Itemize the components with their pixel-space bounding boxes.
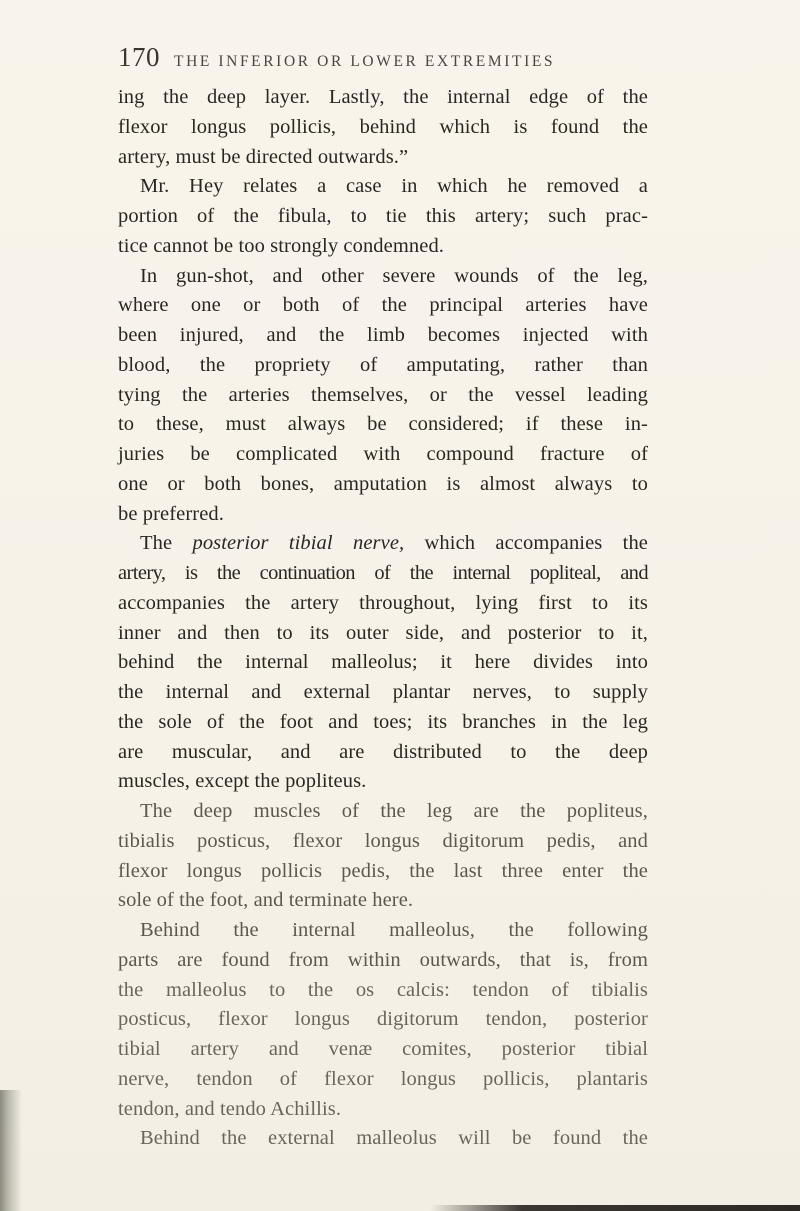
text-line: the internal and external plantar nerves, to supply xyxy=(118,681,648,703)
text-line: sole of the foot, and terminate here. xyxy=(118,889,414,912)
text-line: the malleolus to the os calcis: tendon of tibialis xyxy=(118,978,648,1001)
text-line: where one or both of the principal arteries have xyxy=(118,294,648,317)
text-line: ing the deep layer. Lastly, the internal edge of the xyxy=(118,86,648,108)
line-lead-text: The xyxy=(140,532,193,555)
text-line: tibialis posticus, flexor longus digitorum pedis, and xyxy=(118,829,648,852)
text-line: accompanies the artery throughout, lying first to its xyxy=(118,591,648,614)
text-line: juries be complicated with compound fracture of xyxy=(118,443,648,465)
page-number: 170 xyxy=(118,42,160,72)
text-line: flexor longus pollicis pedis, the last three enter the xyxy=(118,859,648,882)
paragraph-start-line xyxy=(118,529,648,559)
text-line: nerve, tendon of flexor longus pollicis, plantaris xyxy=(118,1067,648,1090)
text-line: behind the internal malleolus; it here divides into xyxy=(118,651,648,674)
text-line: blood, the propriety of amputating, rather than xyxy=(118,353,648,376)
running-head: THE INFERIOR OR LOWER EXTREMITIES xyxy=(174,53,556,70)
paragraph-start-line: The deep muscles of the leg are the popliteus, xyxy=(140,800,648,822)
text-line: been injured, and the limb becomes injected with xyxy=(118,324,648,346)
page-bottom-edge xyxy=(430,1205,800,1211)
text-line: tibial artery and venæ comites, posterior tibial xyxy=(118,1038,648,1060)
text-line: flexor longus pollicis, behind which is found the xyxy=(118,115,648,138)
binding-shadow xyxy=(0,1090,22,1211)
text-line: artery, must be directed outwards.” xyxy=(118,145,409,168)
text-line: tice cannot be too strongly condemned. xyxy=(118,234,445,257)
text-line: parts are found from within outwards, that is, from xyxy=(118,948,648,971)
text-line: artery, is the continuation of the internal popliteal, and xyxy=(118,562,648,584)
text-line: tying the arteries themselves, or the vessel leading xyxy=(118,383,648,406)
text-line: muscles, except the popliteus. xyxy=(118,770,367,793)
text-line: portion of the fibula, to tie this artery; such prac- xyxy=(118,205,648,227)
text-line: inner and then to its outer side, and posterior to it, xyxy=(118,621,648,644)
italic-term: posterior tibial nerve, xyxy=(192,532,405,555)
paragraph-start-line: Mr. Hey relates a case in which he removed a xyxy=(140,175,648,198)
text-line: tendon, and tendo Achillis. xyxy=(118,1097,342,1120)
text-line: the sole of the foot and toes; its branches in the leg xyxy=(118,710,648,733)
text-line: posticus, flexor longus digitorum tendon, posterior xyxy=(118,1008,648,1031)
page-header xyxy=(118,42,678,76)
text-line: one or both bones, amputation is almost always to xyxy=(118,472,648,495)
text-line: are muscular, and are distributed to the deep xyxy=(118,740,648,763)
text-line: to these, must always be considered; if these in- xyxy=(118,413,648,436)
line-tail-text: which accompanies the xyxy=(404,532,649,555)
text-line: be preferred. xyxy=(118,502,225,525)
body-text xyxy=(118,83,648,1154)
paragraph-start-line: Behind the external malleolus will be found the xyxy=(140,1127,648,1150)
paragraph-start-line: Behind the internal malleolus, the following xyxy=(140,919,648,941)
paragraph-start-line: In gun-shot, and other severe wounds of the leg, xyxy=(140,264,648,287)
